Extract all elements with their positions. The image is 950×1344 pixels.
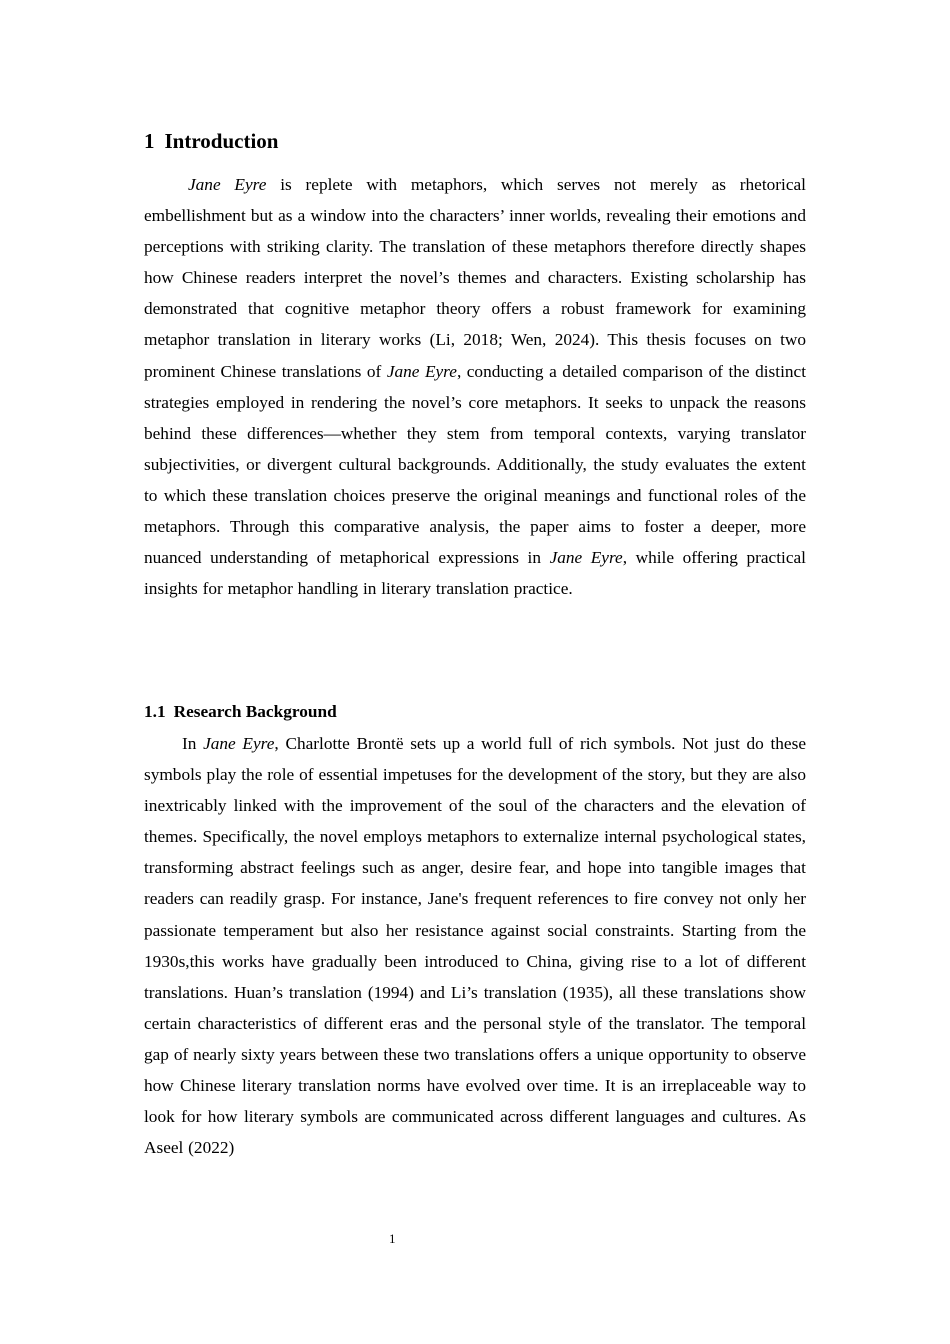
page-number: 1 — [389, 1231, 396, 1246]
section-heading — [144, 128, 278, 154]
section-title: Introduction — [164, 129, 279, 153]
italic-book-title: Jane Eyre — [188, 175, 267, 194]
em-dash: — — [323, 423, 341, 443]
subsection-heading — [144, 700, 337, 724]
background-text-part-2: , Charlotte Brontë sets up a world full of rich symbols. Not just do these symbols play the role of essential impetuses for the development of the story, but they are also inextricably linked with the improvement of the soul of the characters and the elevation of themes. Specifically, the novel employs metaphors to externalize internal psychological states, transforming abstract feelings such as anger, desire fear, and hope into tangible images that readers can readily grasp. For instance, Jane's frequent references to fire convey not only her passionate temperament but also her resistance against social constraints. Starting from the 1930s,this works have gradually been introduced to China, giving rise to a lot of different translations. Huan’s translation (1994) and Li’s translation (1935), all these translations show certain characteristics of different eras and the personal style of the translator. The temporal gap of nearly sixty years between these two translations offers a unique opportunity to observe how Chinese literary translation norms have evolved over time. It is an irreplaceable way to look for how literary symbols are communicated across different languages and cultures. As Aseel (2022) — [144, 734, 806, 1158]
intro-text-part-4: , while offering practical insights for metaphor handling in literary translation practice. — [144, 548, 806, 599]
background-paragraph — [144, 728, 806, 1163]
section-number: 1 — [144, 129, 155, 153]
subsection-number: 1.1 — [144, 702, 166, 721]
italic-book-title: Jane Eyre — [549, 548, 623, 568]
intro-paragraph — [144, 169, 806, 604]
intro-text-part-3: whether they stem from temporal contexts, varying translator subjectivities, or divergent cultural backgrounds. Additionally, the study evaluates the extent to which these translation choices preserve the original meanings and functional roles of the metaphors. Through this comparative analysis, the paper aims to foster a deeper, more nuanced understanding of metaphorical expressions in — [144, 423, 807, 568]
italic-book-title: Jane Eyre — [203, 734, 275, 753]
intro-text-part-1: is replete with metaphors, which serves not merely as rhetorical embellishment but as a window into the characters’ inner worlds, revealing their emotions and perceptions with striking clarity. The translation of these metaphors therefore directly shapes how Chinese readers interpret the novel’s themes and characters. Existing scholarship has demonstrated that cognitive metaphor theory offers a robust framework for examining metaphor translation in literary works (Li, 2018; Wen, 2024). This thesis focuses on two prominent Chinese translations of — [144, 175, 806, 381]
subsection-title: Research Background — [173, 702, 337, 721]
intro-text-part-2: , conducting a detailed comparison of the distinct strategies employed in rendering the novel’s core metaphors. It seeks to unpack the reasons behind these differences — [144, 361, 806, 443]
document-page — [144, 0, 806, 1344]
italic-book-title: Jane Eyre — [386, 361, 457, 381]
background-text-part-1: In — [182, 734, 204, 753]
